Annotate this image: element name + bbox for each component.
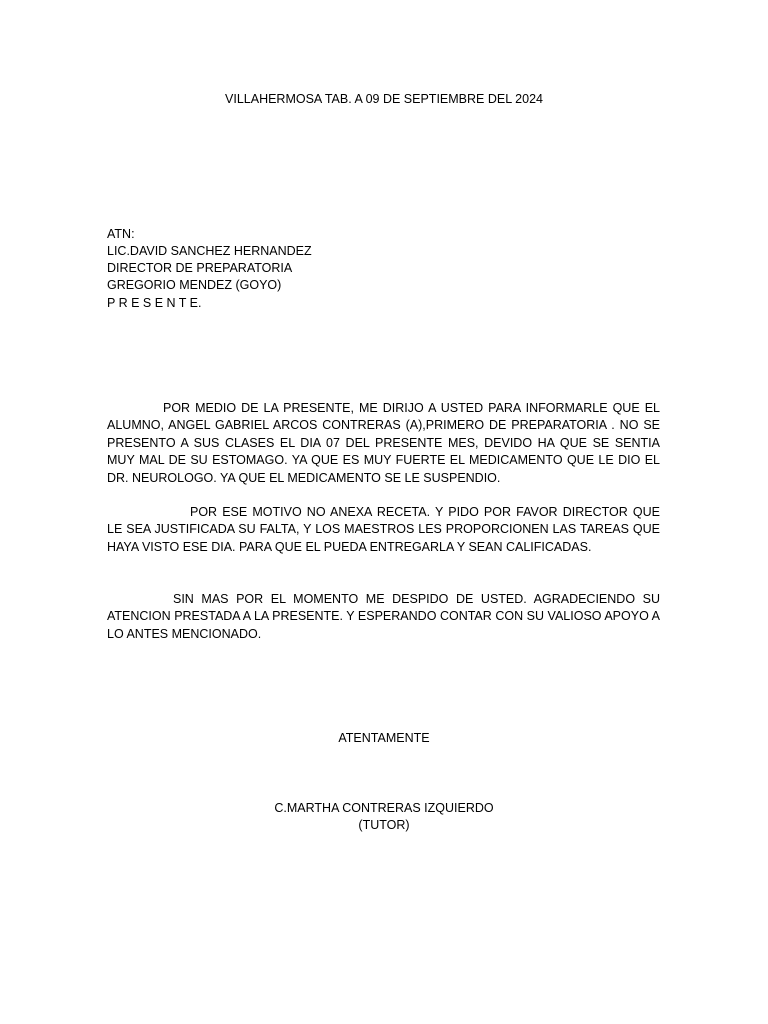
place-date: VILLAHERMOSA TAB. A 09 DE SEPTIEMBRE DEL 2024: [225, 92, 543, 106]
recipient-school: GREGORIO MENDEZ (GOYO): [107, 278, 282, 292]
recipient-name: LIC.DAVID SANCHEZ HERNANDEZ: [107, 244, 312, 258]
recipient-title: DIRECTOR DE PREPARATORIA: [107, 261, 293, 275]
signer-name: C.MARTHA CONTRERAS IZQUIERDO: [274, 801, 494, 815]
presente-line: P R E S E N T E.: [107, 296, 202, 310]
body-paragraph-2: POR ESE MOTIVO NO ANEXA RECETA. Y PIDO POR FAVOR DIRECTOR QUE LE SEA JUSTIFICADA SU FALTA, Y LOS MAESTROS LES PROPORCIONEN LAS TAREAS QUE HAYA VISTO ESE DIA. PARA QUE EL PUEDA ENTREGARLA Y SEAN CALIFICADAS.: [107, 505, 660, 554]
signer-role: (TUTOR): [358, 818, 410, 832]
attn-label: ATN:: [107, 227, 135, 241]
body-paragraph-3: SIN MAS POR EL MOMENTO ME DESPIDO DE USTED. AGRADECIENDO SU ATENCION PRESTADA A LA PRESENTE. Y ESPERANDO CONTAR CON SU VALIOSO APOYO A LO ANTES MENCIONADO.: [107, 592, 660, 641]
closing-salutation: ATENTAMENTE: [338, 731, 430, 745]
body-paragraph-1: POR MEDIO DE LA PRESENTE, ME DIRIJO A USTED PARA INFORMARLE QUE EL ALUMNO, ANGEL GABRIEL ARCOS CONTRERAS (A),PRIMERO DE PREPARATORIA . NO SE PRESENTO A SUS CLASES EL DIA 07 DEL PRESENTE MES, DEVIDO HA QUE SE SENTIA MUY MAL DE SU ESTOMAGO. YA QUE ES MUY FUERTE EL MEDICAMENTO QUE LE DIO EL DR. NEUROLOGO. YA QUE EL MEDICAMENTO SE LE SUSPENDIO.: [107, 401, 660, 485]
